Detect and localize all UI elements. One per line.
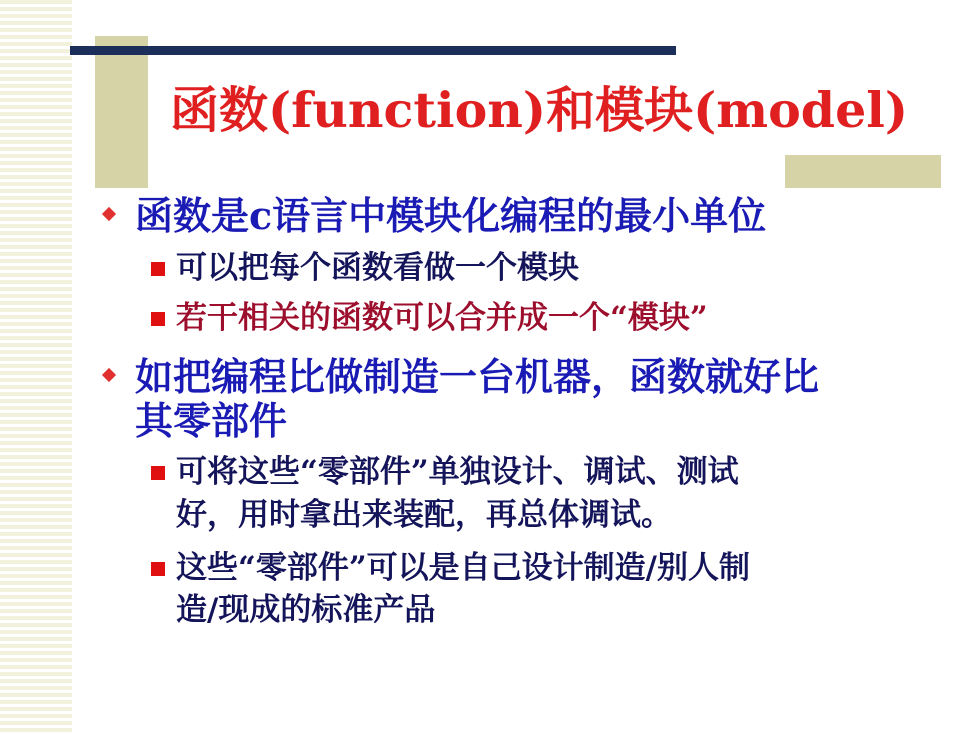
sub-bullet-text-continuation: 好，用时拿出来装配，再总体调试。: [176, 497, 672, 533]
square-bullet-icon: [151, 562, 165, 576]
sub-bullet-text: 可将这些“零部件”单独设计、调试、测试: [176, 454, 739, 490]
bullet-text: 函数是c语言中模块化编程的最小单位: [135, 193, 767, 238]
bullet-text: 如把编程比做制造一台机器，函数就好比: [135, 354, 820, 399]
square-bullet-icon: [151, 466, 165, 480]
square-bullet-icon: [151, 262, 165, 276]
sub-bullet-text: 若干相关的函数可以合并成一个“模块”: [176, 300, 708, 336]
sub-bullet-text: 这些“零部件”可以是自己设计制造/别人制: [176, 550, 750, 586]
sub-bullet-text: 可以把每个函数看做一个模块: [176, 250, 579, 286]
slide-title: 函数(function)和模块(model): [170, 81, 909, 139]
square-bullet-icon: [151, 312, 165, 326]
diamond-bullet-icon: [102, 207, 116, 221]
bullet-text-continuation: 其零部件: [135, 398, 288, 443]
diamond-bullet-icon: [102, 368, 116, 382]
sub-bullet-text-continuation: 造/现成的标准产品: [176, 592, 436, 628]
